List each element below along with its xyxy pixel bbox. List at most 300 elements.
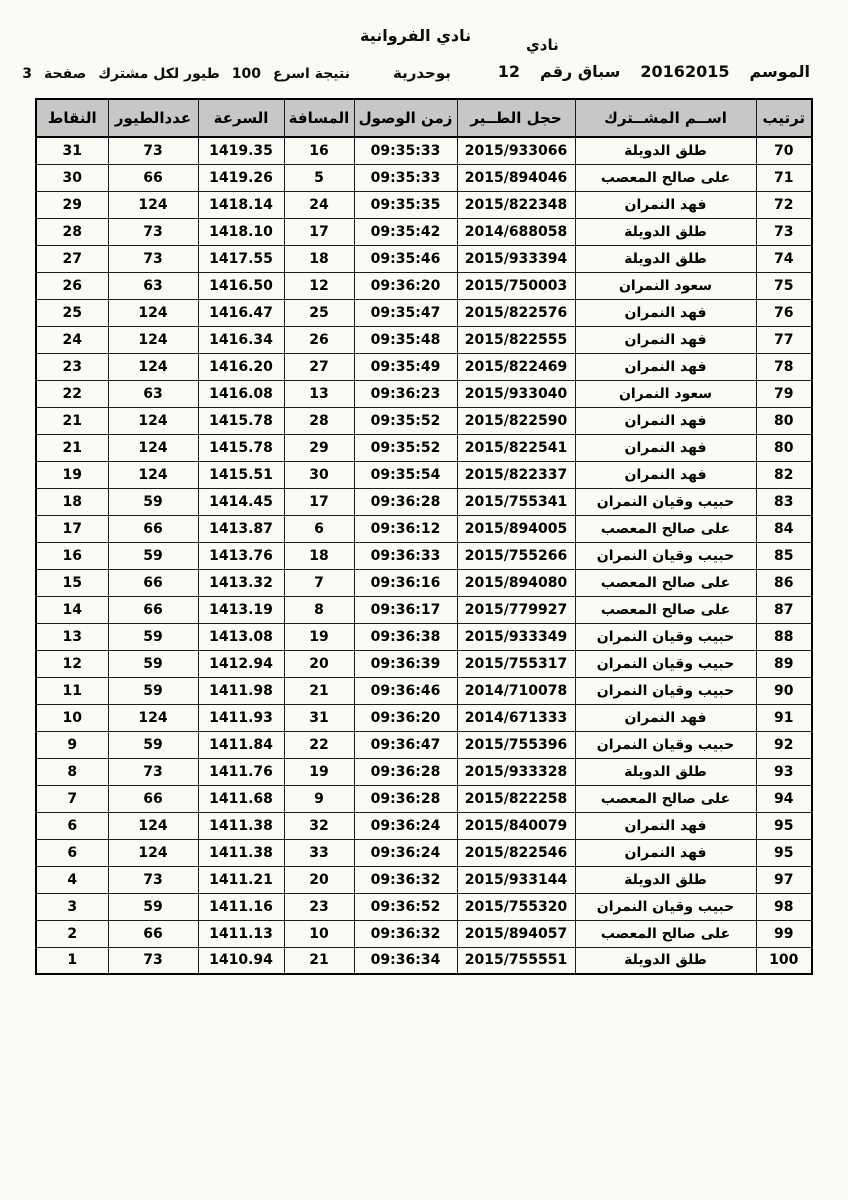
result-count: 100 (231, 66, 262, 82)
table-row (36, 326, 812, 353)
column-header-points: النقاط (36, 99, 108, 137)
cell-distance: 30 (284, 461, 354, 488)
cell-ring: 2015/822546 (457, 839, 575, 866)
cell-ring: 2015/755317 (457, 650, 575, 677)
cell-bird-count: 124 (108, 407, 198, 434)
cell-ring: 2015/822258 (457, 785, 575, 812)
cell-speed: 1417.55 (198, 245, 284, 272)
cell-rank: 77 (756, 326, 812, 353)
cell-arrival-time: 09:36:28 (354, 758, 457, 785)
cell-distance: 18 (284, 245, 354, 272)
cell-points: 27 (36, 245, 108, 272)
cell-distance: 6 (284, 515, 354, 542)
cell-bird-count: 124 (108, 353, 198, 380)
page-label: صفحة (44, 66, 87, 82)
cell-name: حبيب وقيان النمران (575, 893, 756, 920)
cell-speed: 1413.87 (198, 515, 284, 542)
cell-speed: 1411.76 (198, 758, 284, 785)
cell-bird-count: 59 (108, 677, 198, 704)
table-row (36, 866, 812, 893)
cell-name: حبيب وقيان النمران (575, 623, 756, 650)
table-row (36, 407, 812, 434)
table-row (36, 839, 812, 866)
cell-speed: 1415.78 (198, 407, 284, 434)
table-row (36, 758, 812, 785)
table-row (36, 893, 812, 920)
table-row (36, 299, 812, 326)
cell-speed: 1414.45 (198, 488, 284, 515)
cell-arrival-time: 09:35:47 (354, 299, 457, 326)
table-row (36, 623, 812, 650)
cell-points: 10 (36, 704, 108, 731)
cell-name: على صالح المعصب (575, 569, 756, 596)
cell-rank: 95 (756, 839, 812, 866)
cell-ring: 2015/894080 (457, 569, 575, 596)
cell-points: 6 (36, 839, 108, 866)
cell-points: 25 (36, 299, 108, 326)
cell-ring: 2015/933328 (457, 758, 575, 785)
cell-rank: 87 (756, 596, 812, 623)
cell-speed: 1411.16 (198, 893, 284, 920)
cell-rank: 89 (756, 650, 812, 677)
cell-bird-count: 66 (108, 596, 198, 623)
table-row (36, 785, 812, 812)
cell-arrival-time: 09:36:32 (354, 920, 457, 947)
cell-distance: 5 (284, 164, 354, 191)
cell-bird-count: 63 (108, 380, 198, 407)
cell-speed: 1411.13 (198, 920, 284, 947)
cell-name: فهد النمران (575, 461, 756, 488)
cell-ring: 2015/822541 (457, 434, 575, 461)
cell-name: فهد النمران (575, 299, 756, 326)
season-label: الموسم (749, 62, 810, 81)
cell-rank: 90 (756, 677, 812, 704)
club-word: نادي (526, 36, 559, 54)
cell-distance: 23 (284, 893, 354, 920)
cell-points: 13 (36, 623, 108, 650)
cell-rank: 80 (756, 434, 812, 461)
table-row (36, 164, 812, 191)
cell-speed: 1413.32 (198, 569, 284, 596)
cell-ring: 2015/822576 (457, 299, 575, 326)
cell-points: 1 (36, 947, 108, 974)
cell-name: حبيب وقيان النمران (575, 731, 756, 758)
cell-arrival-time: 09:35:54 (354, 461, 457, 488)
cell-distance: 17 (284, 218, 354, 245)
cell-name: على صالح المعصب (575, 164, 756, 191)
table-row (36, 677, 812, 704)
cell-arrival-time: 09:35:42 (354, 218, 457, 245)
cell-points: 15 (36, 569, 108, 596)
cell-bird-count: 124 (108, 299, 198, 326)
cell-points: 22 (36, 380, 108, 407)
cell-rank: 70 (756, 137, 812, 164)
column-header-speed: السرعة (198, 99, 284, 137)
cell-rank: 72 (756, 191, 812, 218)
cell-speed: 1411.21 (198, 866, 284, 893)
page-number: 3 (22, 66, 33, 82)
cell-arrival-time: 09:36:24 (354, 839, 457, 866)
cell-rank: 75 (756, 272, 812, 299)
cell-arrival-time: 09:36:47 (354, 731, 457, 758)
table-row (36, 245, 812, 272)
cell-speed: 1416.34 (198, 326, 284, 353)
cell-arrival-time: 09:35:48 (354, 326, 457, 353)
cell-ring: 2015/822555 (457, 326, 575, 353)
cell-bird-count: 59 (108, 731, 198, 758)
cell-speed: 1419.26 (198, 164, 284, 191)
cell-rank: 86 (756, 569, 812, 596)
cell-arrival-time: 09:36:38 (354, 623, 457, 650)
cell-arrival-time: 09:36:46 (354, 677, 457, 704)
cell-rank: 98 (756, 893, 812, 920)
cell-bird-count: 124 (108, 461, 198, 488)
table-row (36, 191, 812, 218)
cell-points: 19 (36, 461, 108, 488)
cell-rank: 74 (756, 245, 812, 272)
column-header-rank: ترتيب (756, 99, 812, 137)
cell-rank: 71 (756, 164, 812, 191)
cell-name: سعود النمران (575, 380, 756, 407)
cell-ring: 2014/710078 (457, 677, 575, 704)
cell-name: فهد النمران (575, 353, 756, 380)
table-row (36, 650, 812, 677)
table-row (36, 812, 812, 839)
cell-points: 26 (36, 272, 108, 299)
cell-speed: 1416.50 (198, 272, 284, 299)
cell-distance: 19 (284, 758, 354, 785)
cell-name: حبيب وقيان النمران (575, 542, 756, 569)
cell-ring: 2015/755396 (457, 731, 575, 758)
cell-points: 30 (36, 164, 108, 191)
cell-name: فهد النمران (575, 191, 756, 218)
cell-arrival-time: 09:35:33 (354, 137, 457, 164)
table-row (36, 596, 812, 623)
club-name-title: نادي الفروانية (360, 26, 472, 45)
cell-speed: 1411.68 (198, 785, 284, 812)
cell-arrival-time: 09:36:34 (354, 947, 457, 974)
cell-points: 11 (36, 677, 108, 704)
cell-points: 31 (36, 137, 108, 164)
cell-speed: 1416.20 (198, 353, 284, 380)
table-row (36, 569, 812, 596)
cell-bird-count: 66 (108, 164, 198, 191)
cell-name: على صالح المعصب (575, 920, 756, 947)
race-label: سباق رقم (540, 62, 621, 81)
cell-distance: 12 (284, 272, 354, 299)
season-value: 20162015 (640, 62, 730, 81)
cell-name: على صالح المعصب (575, 515, 756, 542)
cell-ring: 2014/671333 (457, 704, 575, 731)
cell-rank: 94 (756, 785, 812, 812)
cell-arrival-time: 09:36:39 (354, 650, 457, 677)
cell-name: حبيب وقيان النمران (575, 650, 756, 677)
cell-speed: 1413.76 (198, 542, 284, 569)
cell-ring: 2015/822590 (457, 407, 575, 434)
cell-rank: 73 (756, 218, 812, 245)
cell-bird-count: 66 (108, 515, 198, 542)
cell-bird-count: 124 (108, 704, 198, 731)
cell-points: 28 (36, 218, 108, 245)
race-number: 12 (497, 62, 521, 81)
column-header-arrival-time: زمن الوصول (354, 99, 457, 137)
cell-ring: 2015/933349 (457, 623, 575, 650)
table-row (36, 218, 812, 245)
cell-speed: 1411.38 (198, 839, 284, 866)
column-header-ring: حجل الطــير (457, 99, 575, 137)
cell-distance: 22 (284, 731, 354, 758)
cell-distance: 21 (284, 677, 354, 704)
cell-arrival-time: 09:36:20 (354, 272, 457, 299)
cell-bird-count: 59 (108, 488, 198, 515)
cell-ring: 2015/822348 (457, 191, 575, 218)
cell-arrival-time: 09:36:24 (354, 812, 457, 839)
cell-rank: 79 (756, 380, 812, 407)
cell-bird-count: 73 (108, 218, 198, 245)
cell-bird-count: 124 (108, 191, 198, 218)
cell-speed: 1416.08 (198, 380, 284, 407)
cell-distance: 24 (284, 191, 354, 218)
results-table-body (36, 137, 812, 974)
result-suffix: طيور لكل مشترك (98, 66, 220, 82)
cell-ring: 2015/755341 (457, 488, 575, 515)
table-row (36, 731, 812, 758)
cell-name: طلق الدويلة (575, 866, 756, 893)
cell-speed: 1418.10 (198, 218, 284, 245)
cell-arrival-time: 09:36:33 (354, 542, 457, 569)
cell-speed: 1413.19 (198, 596, 284, 623)
cell-distance: 31 (284, 704, 354, 731)
cell-bird-count: 124 (108, 839, 198, 866)
cell-points: 3 (36, 893, 108, 920)
cell-distance: 29 (284, 434, 354, 461)
cell-arrival-time: 09:36:17 (354, 596, 457, 623)
cell-distance: 13 (284, 380, 354, 407)
table-row (36, 920, 812, 947)
cell-distance: 9 (284, 785, 354, 812)
table-row (36, 272, 812, 299)
cell-bird-count: 66 (108, 920, 198, 947)
season-race-line (498, 62, 810, 81)
cell-bird-count: 59 (108, 650, 198, 677)
cell-points: 17 (36, 515, 108, 542)
cell-arrival-time: 09:36:20 (354, 704, 457, 731)
cell-rank: 97 (756, 866, 812, 893)
cell-arrival-time: 09:35:52 (354, 434, 457, 461)
cell-name: حبيب وقيان النمران (575, 677, 756, 704)
cell-ring: 2015/840079 (457, 812, 575, 839)
cell-arrival-time: 09:36:12 (354, 515, 457, 542)
cell-points: 8 (36, 758, 108, 785)
cell-points: 24 (36, 326, 108, 353)
cell-name: فهد النمران (575, 704, 756, 731)
cell-name: طلق الدويلة (575, 947, 756, 974)
cell-points: 18 (36, 488, 108, 515)
table-row (36, 461, 812, 488)
cell-arrival-time: 09:35:33 (354, 164, 457, 191)
cell-rank: 100 (756, 947, 812, 974)
cell-points: 14 (36, 596, 108, 623)
cell-rank: 83 (756, 488, 812, 515)
cell-ring: 2015/894046 (457, 164, 575, 191)
table-row (36, 704, 812, 731)
cell-distance: 21 (284, 947, 354, 974)
cell-name: فهد النمران (575, 812, 756, 839)
cell-ring: 2015/779927 (457, 596, 575, 623)
cell-rank: 78 (756, 353, 812, 380)
cell-speed: 1415.51 (198, 461, 284, 488)
cell-name: طلق الدويلة (575, 137, 756, 164)
cell-points: 12 (36, 650, 108, 677)
cell-rank: 95 (756, 812, 812, 839)
cell-ring: 2015/933040 (457, 380, 575, 407)
cell-ring: 2015/755266 (457, 542, 575, 569)
cell-ring: 2015/933394 (457, 245, 575, 272)
cell-arrival-time: 09:36:52 (354, 893, 457, 920)
cell-rank: 88 (756, 623, 812, 650)
cell-name: على صالح المعصب (575, 596, 756, 623)
cell-arrival-time: 09:36:16 (354, 569, 457, 596)
cell-distance: 18 (284, 542, 354, 569)
cell-bird-count: 63 (108, 272, 198, 299)
table-row (36, 947, 812, 974)
cell-speed: 1415.78 (198, 434, 284, 461)
cell-bird-count: 124 (108, 434, 198, 461)
cell-rank: 91 (756, 704, 812, 731)
cell-distance: 10 (284, 920, 354, 947)
result-note-line (22, 66, 350, 82)
cell-distance: 25 (284, 299, 354, 326)
table-row (36, 542, 812, 569)
cell-speed: 1418.14 (198, 191, 284, 218)
cell-distance: 33 (284, 839, 354, 866)
table-row (36, 380, 812, 407)
cell-distance: 7 (284, 569, 354, 596)
cell-points: 29 (36, 191, 108, 218)
cell-points: 21 (36, 407, 108, 434)
cell-arrival-time: 09:36:28 (354, 785, 457, 812)
cell-ring: 2014/688058 (457, 218, 575, 245)
cell-ring: 2015/933066 (457, 137, 575, 164)
cell-distance: 19 (284, 623, 354, 650)
cell-distance: 27 (284, 353, 354, 380)
cell-arrival-time: 09:35:52 (354, 407, 457, 434)
cell-bird-count: 66 (108, 785, 198, 812)
cell-name: سعود النمران (575, 272, 756, 299)
cell-bird-count: 59 (108, 623, 198, 650)
cell-bird-count: 73 (108, 245, 198, 272)
cell-ring: 2015/894005 (457, 515, 575, 542)
cell-points: 2 (36, 920, 108, 947)
cell-rank: 80 (756, 407, 812, 434)
cell-speed: 1410.94 (198, 947, 284, 974)
table-row (36, 488, 812, 515)
cell-points: 4 (36, 866, 108, 893)
cell-arrival-time: 09:35:49 (354, 353, 457, 380)
cell-distance: 8 (284, 596, 354, 623)
cell-ring: 2015/933144 (457, 866, 575, 893)
cell-arrival-time: 09:36:23 (354, 380, 457, 407)
cell-speed: 1411.38 (198, 812, 284, 839)
table-row (36, 353, 812, 380)
cell-name: حبيب وقيان النمران (575, 488, 756, 515)
cell-speed: 1411.98 (198, 677, 284, 704)
cell-bird-count: 73 (108, 947, 198, 974)
cell-bird-count: 66 (108, 569, 198, 596)
cell-rank: 93 (756, 758, 812, 785)
cell-bird-count: 73 (108, 137, 198, 164)
cell-points: 6 (36, 812, 108, 839)
cell-ring: 2015/822469 (457, 353, 575, 380)
cell-ring: 2015/750003 (457, 272, 575, 299)
cell-speed: 1412.94 (198, 650, 284, 677)
cell-name: طلق الدويلة (575, 758, 756, 785)
cell-rank: 92 (756, 731, 812, 758)
cell-distance: 20 (284, 866, 354, 893)
cell-rank: 99 (756, 920, 812, 947)
cell-name: فهد النمران (575, 839, 756, 866)
cell-arrival-time: 09:35:46 (354, 245, 457, 272)
column-header-distance: المسافة (284, 99, 354, 137)
cell-speed: 1411.84 (198, 731, 284, 758)
cell-bird-count: 73 (108, 758, 198, 785)
cell-distance: 16 (284, 137, 354, 164)
table-row (36, 434, 812, 461)
table-header-row (36, 99, 812, 137)
table-row (36, 515, 812, 542)
cell-rank: 82 (756, 461, 812, 488)
location-name: بوحدرية (393, 64, 451, 82)
cell-bird-count: 124 (108, 812, 198, 839)
cell-distance: 28 (284, 407, 354, 434)
cell-ring: 2015/822337 (457, 461, 575, 488)
cell-distance: 26 (284, 326, 354, 353)
cell-name: على صالح المعصب (575, 785, 756, 812)
cell-name: طلق الدويلة (575, 218, 756, 245)
cell-name: فهد النمران (575, 326, 756, 353)
cell-arrival-time: 09:36:32 (354, 866, 457, 893)
cell-name: فهد النمران (575, 407, 756, 434)
cell-distance: 20 (284, 650, 354, 677)
column-header-name: اســم المشــترك (575, 99, 756, 137)
cell-points: 16 (36, 542, 108, 569)
cell-arrival-time: 09:36:28 (354, 488, 457, 515)
cell-bird-count: 59 (108, 542, 198, 569)
cell-rank: 76 (756, 299, 812, 326)
cell-ring: 2015/755551 (457, 947, 575, 974)
cell-name: طلق الدويلة (575, 245, 756, 272)
cell-name: فهد النمران (575, 434, 756, 461)
cell-arrival-time: 09:35:35 (354, 191, 457, 218)
cell-bird-count: 73 (108, 866, 198, 893)
race-results-table (35, 98, 813, 975)
column-header-bird-count: عددالطيور (108, 99, 198, 137)
cell-rank: 84 (756, 515, 812, 542)
cell-points: 9 (36, 731, 108, 758)
cell-distance: 32 (284, 812, 354, 839)
cell-points: 7 (36, 785, 108, 812)
result-prefix: نتيجة اسرع (273, 66, 350, 82)
cell-bird-count: 59 (108, 893, 198, 920)
cell-speed: 1413.08 (198, 623, 284, 650)
cell-rank: 85 (756, 542, 812, 569)
table-row (36, 137, 812, 164)
cell-distance: 17 (284, 488, 354, 515)
cell-speed: 1411.93 (198, 704, 284, 731)
cell-ring: 2015/755320 (457, 893, 575, 920)
cell-points: 23 (36, 353, 108, 380)
cell-speed: 1419.35 (198, 137, 284, 164)
